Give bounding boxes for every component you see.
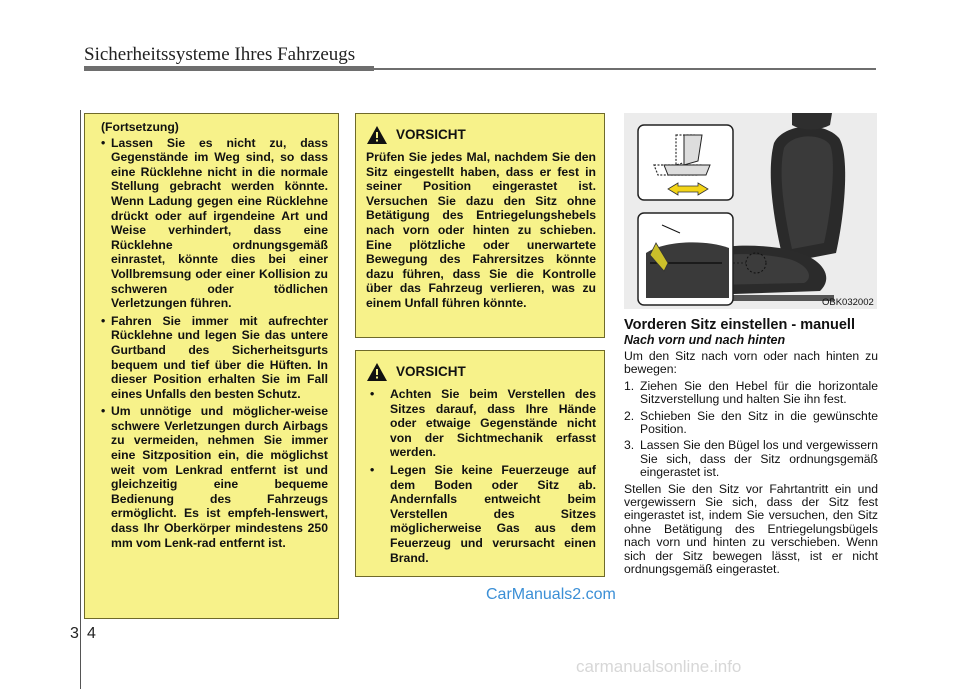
page-margin-line [80, 110, 81, 689]
step-text: Lassen Sie den Bügel los und vergewissern Sie sich, dass der Sitz ordnungsgemäß eingerastet ist. [640, 438, 878, 480]
page-number: 4 [87, 625, 96, 642]
caution-heading [366, 124, 596, 146]
warning-bullet: • Lassen Sie es nicht zu, dass Gegenstände im Weg sind, so dass eine Rücklehne nicht in die normale Stellung gebracht werden könnte. Wenn Ladung gegen eine Rücklehne drückt oder auf irgendeine Art und Weise verhindert, dass eine Rücklehne ordnungsgemäß einrastet, könnte dies bei einer Vollbremsung oder einer Kollision zu schweren oder tödlichen Verletzungen führen. [95, 136, 328, 311]
step-number: 2. [624, 408, 635, 423]
section-title: Vorderen Sitz einstellen - manuell [624, 317, 855, 333]
step-text: Schieben Sie den Sitz in die gewünschte Position. [640, 408, 878, 437]
seat-drawing [624, 113, 877, 309]
header-rule-thin [374, 68, 876, 70]
caution-box-seat-lock [355, 113, 605, 338]
warning-bullet: • Fahren Sie immer mit aufrechter Rücklehne und legen Sie das untere Gurtband des Sicherheitsgurts bequem und tief über die Hüften. In dieser Position erhalten Sie im Fall eines Unfalls den besten Schutz. [95, 314, 328, 402]
watermark-footer: carmanualsonline.info [576, 657, 742, 676]
caution-title: VORSICHT [396, 363, 466, 379]
caution-title: VORSICHT [396, 126, 466, 142]
caution-heading [366, 361, 596, 383]
step-text: Ziehen Sie den Hebel für die horizontale Sitzverstellung und halten Sie ihn fest. [640, 378, 878, 407]
step-number: 1. [624, 378, 635, 393]
header-rule-thick [84, 66, 374, 71]
caution-bullet: • Legen Sie keine Feuerzeuge auf dem Boden oder Sitz ab. Andernfalls entweicht beim Verstellen des Sitzes möglicherweise Gas aus dem Feuerzeug und verursacht einen Brand. [366, 463, 596, 565]
outro-paragraph: Stellen Sie den Sitz vor Fahrtantritt ein und vergewissern Sie sich, dass der Sitz fest eingerastet ist, indem Sie versuchen, den Sitz ohne Betätigung des Entriegelungsbügels nach vorn und hinten zu verschieben. Wenn sich der Sitz bewegen lässt, ist er nicht ordnungsgemäß eingerastet. [624, 481, 878, 577]
warning-triangle-icon [366, 362, 388, 382]
warning-triangle-icon [366, 125, 388, 145]
warning-continuation-box [84, 113, 339, 619]
chapter-number: 3 [70, 625, 79, 642]
warning-bullet: • Um unnötige und möglicher-weise schwere Verletzungen durch Airbags zu vermeiden, nehmen Sie immer eine Sitzposition ein, die möglichst weit vom Lenkrad entfernt ist und gleichzeitig eine bequeme Bedienung des Fahrzeugs ermöglicht. Es ist empfeh-lenswert, dass Ihr Oberkörper mindestens 250 mm vom Lenk-rad entfernt ist. [95, 404, 328, 550]
intro-paragraph: Um den Sitz nach vorn oder nach hinten zu bewegen: [624, 349, 878, 377]
instruction-step [624, 410, 878, 437]
caution-bullet: • Achten Sie beim Verstellen des Sitzes darauf, dass Ihre Hände oder etwaige Gegenstände nicht von der Sichtmechanik erfasst werden. [366, 387, 596, 460]
step-number: 3. [624, 438, 635, 453]
caution-text: Prüfen Sie jedes Mal, nachdem Sie den Sitz eingestellt haben, dass er fest in seiner Position eingerastet ist. Versuchen Sie dazu den Sitz ohne Betätigung des Entriegelungshebels nach vorn oder hinten zu schieben. Eine plötzliche oder unerwartete Bewegung des Fahrersitzes könnte dazu führen, dass Sie die Kontrolle über das Fahrzeug verlieren, was zu einem Unfall führen könnte. [366, 150, 596, 310]
figure-code: OBK032002 [822, 297, 874, 308]
watermark-link[interactable]: CarManuals2.com [486, 586, 616, 603]
seat-adjustment-illustration [624, 113, 877, 309]
section-body [624, 350, 878, 580]
instruction-step [624, 380, 878, 407]
continuation-label: (Fortsetzung) [101, 120, 179, 134]
section-subtitle: Nach vorn und nach hinten [624, 333, 786, 347]
page-header-title: Sicherheitssysteme Ihres Fahrzeugs [84, 44, 356, 65]
instruction-step [624, 439, 878, 479]
caution-box-adjustment [355, 350, 605, 577]
